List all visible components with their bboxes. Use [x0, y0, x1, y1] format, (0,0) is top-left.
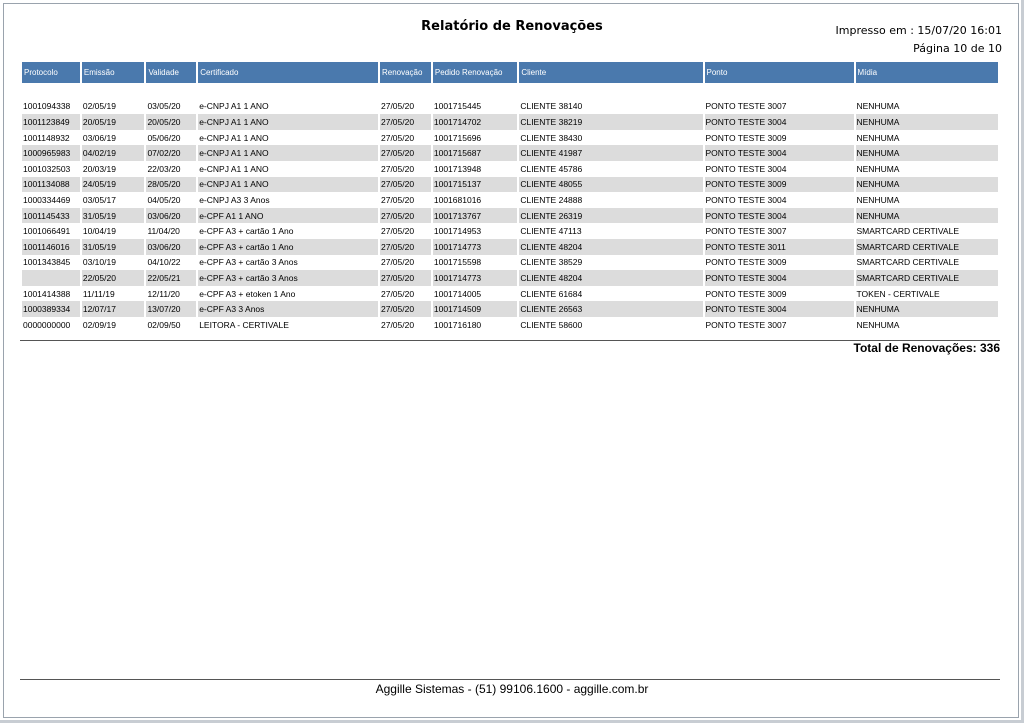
- table-row: [22, 99, 998, 115]
- cell-midia: SMARTCARD CERTIVALE: [856, 239, 999, 255]
- cell-protocolo: 1000389334: [22, 301, 80, 317]
- cell-validade: 07/02/20: [146, 145, 196, 161]
- table-row: [22, 208, 998, 224]
- cell-cliente: CLIENTE 38430: [520, 132, 583, 143]
- cell-midia: NENHUMA: [856, 177, 999, 193]
- cell-ponto: PONTO TESTE 3004: [705, 163, 787, 174]
- cell-emissao: 31/05/19: [82, 208, 145, 224]
- col-header-protocolo: Protocolo: [22, 62, 80, 83]
- cell-ponto: PONTO TESTE 3011: [705, 239, 854, 255]
- cell-protocolo: 1001343845: [23, 257, 71, 268]
- renewals-table: [20, 62, 1000, 333]
- cell-certificado: e-CPF A3 + cartão 3 Anos: [199, 257, 298, 268]
- cell-midia: NENHUMA: [856, 208, 999, 224]
- table-header-row: [22, 62, 998, 83]
- table-row: [22, 286, 998, 302]
- cell-cliente: CLIENTE 24888: [520, 194, 583, 205]
- table-row: [22, 130, 998, 146]
- cell-ponto: PONTO TESTE 3009: [705, 288, 787, 299]
- cell-cliente: CLIENTE 26319: [519, 208, 702, 224]
- cell-emissao: 10/04/19: [82, 226, 116, 237]
- cell-pedido-renovacao: 1001713767: [433, 208, 517, 224]
- cell-ponto: PONTO TESTE 3009: [705, 132, 787, 143]
- cell-renovacao: 27/05/20: [380, 145, 431, 161]
- cell-midia: NENHUMA: [856, 132, 900, 143]
- cell-ponto: PONTO TESTE 3004: [705, 301, 854, 317]
- cell-validade: 05/06/20: [147, 132, 181, 143]
- cell-validade: 22/03/20: [147, 163, 181, 174]
- cell-renovacao: 27/05/20: [380, 226, 415, 237]
- cell-pedido-renovacao: 1001714953: [433, 226, 482, 237]
- cell-ponto: PONTO TESTE 3004: [705, 145, 854, 161]
- cell-certificado: e-CNPJ A1 1 ANO: [199, 101, 269, 112]
- cell-pedido-renovacao: 1001715696: [433, 132, 482, 143]
- cell-cliente: CLIENTE 38140: [520, 101, 583, 112]
- cell-validade: 28/05/20: [146, 177, 196, 193]
- cell-certificado: e-CNPJ A1 1 ANO: [199, 163, 269, 174]
- table-row: [22, 255, 998, 271]
- cell-renovacao: 27/05/20: [380, 257, 415, 268]
- report-title: Relatório de Renovações: [421, 19, 603, 34]
- cell-renovacao: 27/05/20: [380, 208, 431, 224]
- cell-renovacao: 27/05/20: [380, 132, 415, 143]
- cell-emissao: 12/07/17: [82, 301, 145, 317]
- cell-protocolo: 0000000000: [23, 319, 71, 330]
- cell-renovacao: 27/05/20: [380, 239, 431, 255]
- cell-renovacao: 27/05/20: [380, 101, 415, 112]
- cell-cliente: CLIENTE 48204: [519, 270, 702, 286]
- cell-pedido-renovacao: 1001715687: [433, 145, 517, 161]
- table-row: [22, 270, 998, 286]
- cell-ponto: PONTO TESTE 3004: [705, 114, 854, 130]
- table-row: [22, 239, 998, 255]
- cell-protocolo: 1001134088: [22, 177, 80, 193]
- cell-validade: 20/05/20: [146, 114, 196, 130]
- cell-cliente: CLIENTE 38529: [520, 257, 583, 268]
- cell-certificado: e-CPF A3 3 Anos: [198, 301, 378, 317]
- cell-emissao: 04/02/19: [82, 145, 145, 161]
- cell-cliente: CLIENTE 26563: [519, 301, 702, 317]
- col-header-validade: Validade: [146, 62, 196, 83]
- cell-protocolo: 1001146016: [22, 239, 80, 255]
- cell-pedido-renovacao: 1001715137: [433, 177, 517, 193]
- table-row: [22, 192, 998, 208]
- cell-pedido-renovacao: 1001714509: [433, 301, 517, 317]
- cell-protocolo: 1000965983: [22, 145, 80, 161]
- cell-pedido-renovacao: 1001681016: [433, 194, 482, 205]
- cell-certificado: LEITORA - CERTIVALE: [199, 319, 289, 330]
- cell-ponto: PONTO TESTE 3009: [705, 177, 854, 193]
- cell-emissao: 02/09/19: [82, 319, 116, 330]
- cell-cliente: CLIENTE 58600: [520, 319, 583, 330]
- cell-pedido-renovacao: 1001714702: [433, 114, 517, 130]
- cell-renovacao: 27/05/20: [380, 270, 431, 286]
- cell-emissao: 31/05/19: [82, 239, 145, 255]
- col-header-ponto: Ponto: [705, 62, 854, 83]
- cell-ponto: PONTO TESTE 3007: [705, 319, 787, 330]
- cell-emissao: 11/11/19: [82, 288, 115, 299]
- cell-midia: NENHUMA: [856, 301, 999, 317]
- cell-ponto: PONTO TESTE 3004: [705, 208, 854, 224]
- cell-renovacao: 27/05/20: [380, 288, 415, 299]
- cell-emissao: 03/10/19: [82, 257, 116, 268]
- cell-emissao: 20/03/19: [82, 163, 116, 174]
- cell-ponto: PONTO TESTE 3009: [705, 257, 787, 268]
- cell-renovacao: 27/05/20: [380, 319, 415, 330]
- table-row: [22, 145, 998, 161]
- cell-midia: NENHUMA: [856, 319, 900, 330]
- cell-midia: NENHUMA: [856, 101, 900, 112]
- cell-protocolo: 1001032503: [23, 163, 71, 174]
- cell-validade: 04/05/20: [147, 194, 181, 205]
- cell-emissao: 02/05/19: [82, 101, 116, 112]
- cell-certificado: e-CPF A3 + cartão 1 Ano: [198, 239, 378, 255]
- cell-protocolo: 1001414388: [23, 288, 71, 299]
- cell-emissao: 20/05/19: [82, 114, 145, 130]
- cell-midia: SMARTCARD CERTIVALE: [856, 226, 959, 237]
- cell-pedido-renovacao: 1001714005: [433, 288, 482, 299]
- cell-cliente: CLIENTE 38219: [519, 114, 702, 130]
- cell-midia: SMARTCARD CERTIVALE: [856, 257, 959, 268]
- cell-midia: NENHUMA: [856, 114, 999, 130]
- cell-certificado: e-CNPJ A1 1 ANO: [198, 177, 378, 193]
- col-header-renovacao: Renovação: [380, 62, 431, 83]
- cell-validade: 04/10/22: [147, 257, 181, 268]
- page-number: Página 10 de 10: [913, 42, 1002, 55]
- col-header-emissao: Emissão: [82, 62, 145, 83]
- cell-validade: 02/09/50: [147, 319, 181, 330]
- cell-ponto: PONTO TESTE 3004: [705, 194, 787, 205]
- cell-ponto: PONTO TESTE 3004: [705, 270, 854, 286]
- cell-protocolo: 1000334469: [23, 194, 71, 205]
- cell-renovacao: 27/05/20: [380, 163, 415, 174]
- cell-emissao: 22/05/20: [82, 270, 145, 286]
- cell-cliente: CLIENTE 47113: [520, 226, 582, 237]
- col-header-pedido-renovacao: Pedido Renovação: [433, 62, 517, 83]
- footer-divider: [20, 679, 1000, 680]
- header-spacer: [22, 83, 998, 99]
- cell-midia: NENHUMA: [856, 163, 900, 174]
- cell-validade: 12/11/20: [147, 288, 180, 299]
- table-row: [22, 161, 998, 177]
- cell-pedido-renovacao: 1001715598: [433, 257, 482, 268]
- cell-cliente: CLIENTE 61684: [520, 288, 583, 299]
- table-row: [22, 223, 998, 239]
- col-header-cliente: Cliente: [519, 62, 702, 83]
- cell-midia: SMARTCARD CERTIVALE: [856, 270, 999, 286]
- cell-validade: 03/06/20: [146, 239, 196, 255]
- cell-certificado: e-CNPJ A1 1 ANO: [198, 114, 378, 130]
- table-row: [22, 301, 998, 317]
- cell-pedido-renovacao: 1001716180: [433, 319, 482, 330]
- table-row: [22, 114, 998, 130]
- cell-cliente: CLIENTE 45786: [520, 163, 583, 174]
- cell-certificado: e-CPF A1 1 ANO: [198, 208, 378, 224]
- footer-contact: Aggille Sistemas - (51) 99106.1600 - aggille.com.br: [375, 682, 649, 696]
- cell-certificado: e-CNPJ A1 1 ANO: [199, 132, 269, 143]
- cell-emissao: 24/05/19: [82, 177, 145, 193]
- cell-renovacao: 27/05/20: [380, 301, 431, 317]
- cell-ponto: PONTO TESTE 3007: [705, 101, 787, 112]
- cell-cliente: CLIENTE 48055: [519, 177, 702, 193]
- cell-validade: 13/07/20: [146, 301, 196, 317]
- cell-certificado: e-CNPJ A3 3 Anos: [199, 194, 270, 205]
- cell-certificado: e-CPF A3 + cartão 1 Ano: [199, 226, 294, 237]
- col-header-certificado: Certificado: [198, 62, 378, 83]
- cell-renovacao: 27/05/20: [380, 177, 431, 193]
- cell-certificado: e-CPF A3 + cartão 3 Anos: [198, 270, 378, 286]
- cell-pedido-renovacao: 1001714773: [433, 270, 517, 286]
- cell-protocolo: 1001066491: [23, 226, 71, 237]
- total-renewals: Total de Renovações: 336: [853, 341, 1000, 355]
- cell-midia: NENHUMA: [856, 194, 900, 205]
- cell-protocolo: [22, 270, 80, 286]
- cell-renovacao: 27/05/20: [380, 194, 415, 205]
- cell-cliente: CLIENTE 41987: [519, 145, 702, 161]
- cell-emissao: 03/05/17: [82, 194, 116, 205]
- col-header-midia: Mídia: [856, 62, 999, 83]
- cell-ponto: PONTO TESTE 3007: [705, 226, 787, 237]
- cell-validade: 11/04/20: [147, 226, 180, 237]
- table-row: [22, 177, 998, 193]
- cell-protocolo: 1001145433: [22, 208, 80, 224]
- cell-certificado: e-CPF A3 + etoken 1 Ano: [199, 288, 296, 299]
- cell-midia: NENHUMA: [856, 145, 999, 161]
- table-row: [22, 317, 998, 333]
- cell-certificado: e-CNPJ A1 1 ANO: [198, 145, 378, 161]
- cell-protocolo: 1001094338: [23, 101, 71, 112]
- cell-protocolo: 1001123849: [22, 114, 80, 130]
- printed-timestamp: Impresso em : 15/07/20 16:01: [835, 24, 1002, 37]
- cell-cliente: CLIENTE 48204: [519, 239, 702, 255]
- cell-emissao: 03/06/19: [82, 132, 116, 143]
- cell-protocolo: 1001148932: [23, 132, 70, 143]
- cell-validade: 03/05/20: [147, 101, 181, 112]
- cell-pedido-renovacao: 1001713948: [433, 163, 482, 174]
- cell-pedido-renovacao: 1001715445: [433, 101, 482, 112]
- cell-pedido-renovacao: 1001714773: [433, 239, 517, 255]
- cell-validade: 22/05/21: [146, 270, 196, 286]
- cell-validade: 03/06/20: [146, 208, 196, 224]
- cell-renovacao: 27/05/20: [380, 114, 431, 130]
- cell-midia: TOKEN - CERTIVALE: [856, 288, 940, 299]
